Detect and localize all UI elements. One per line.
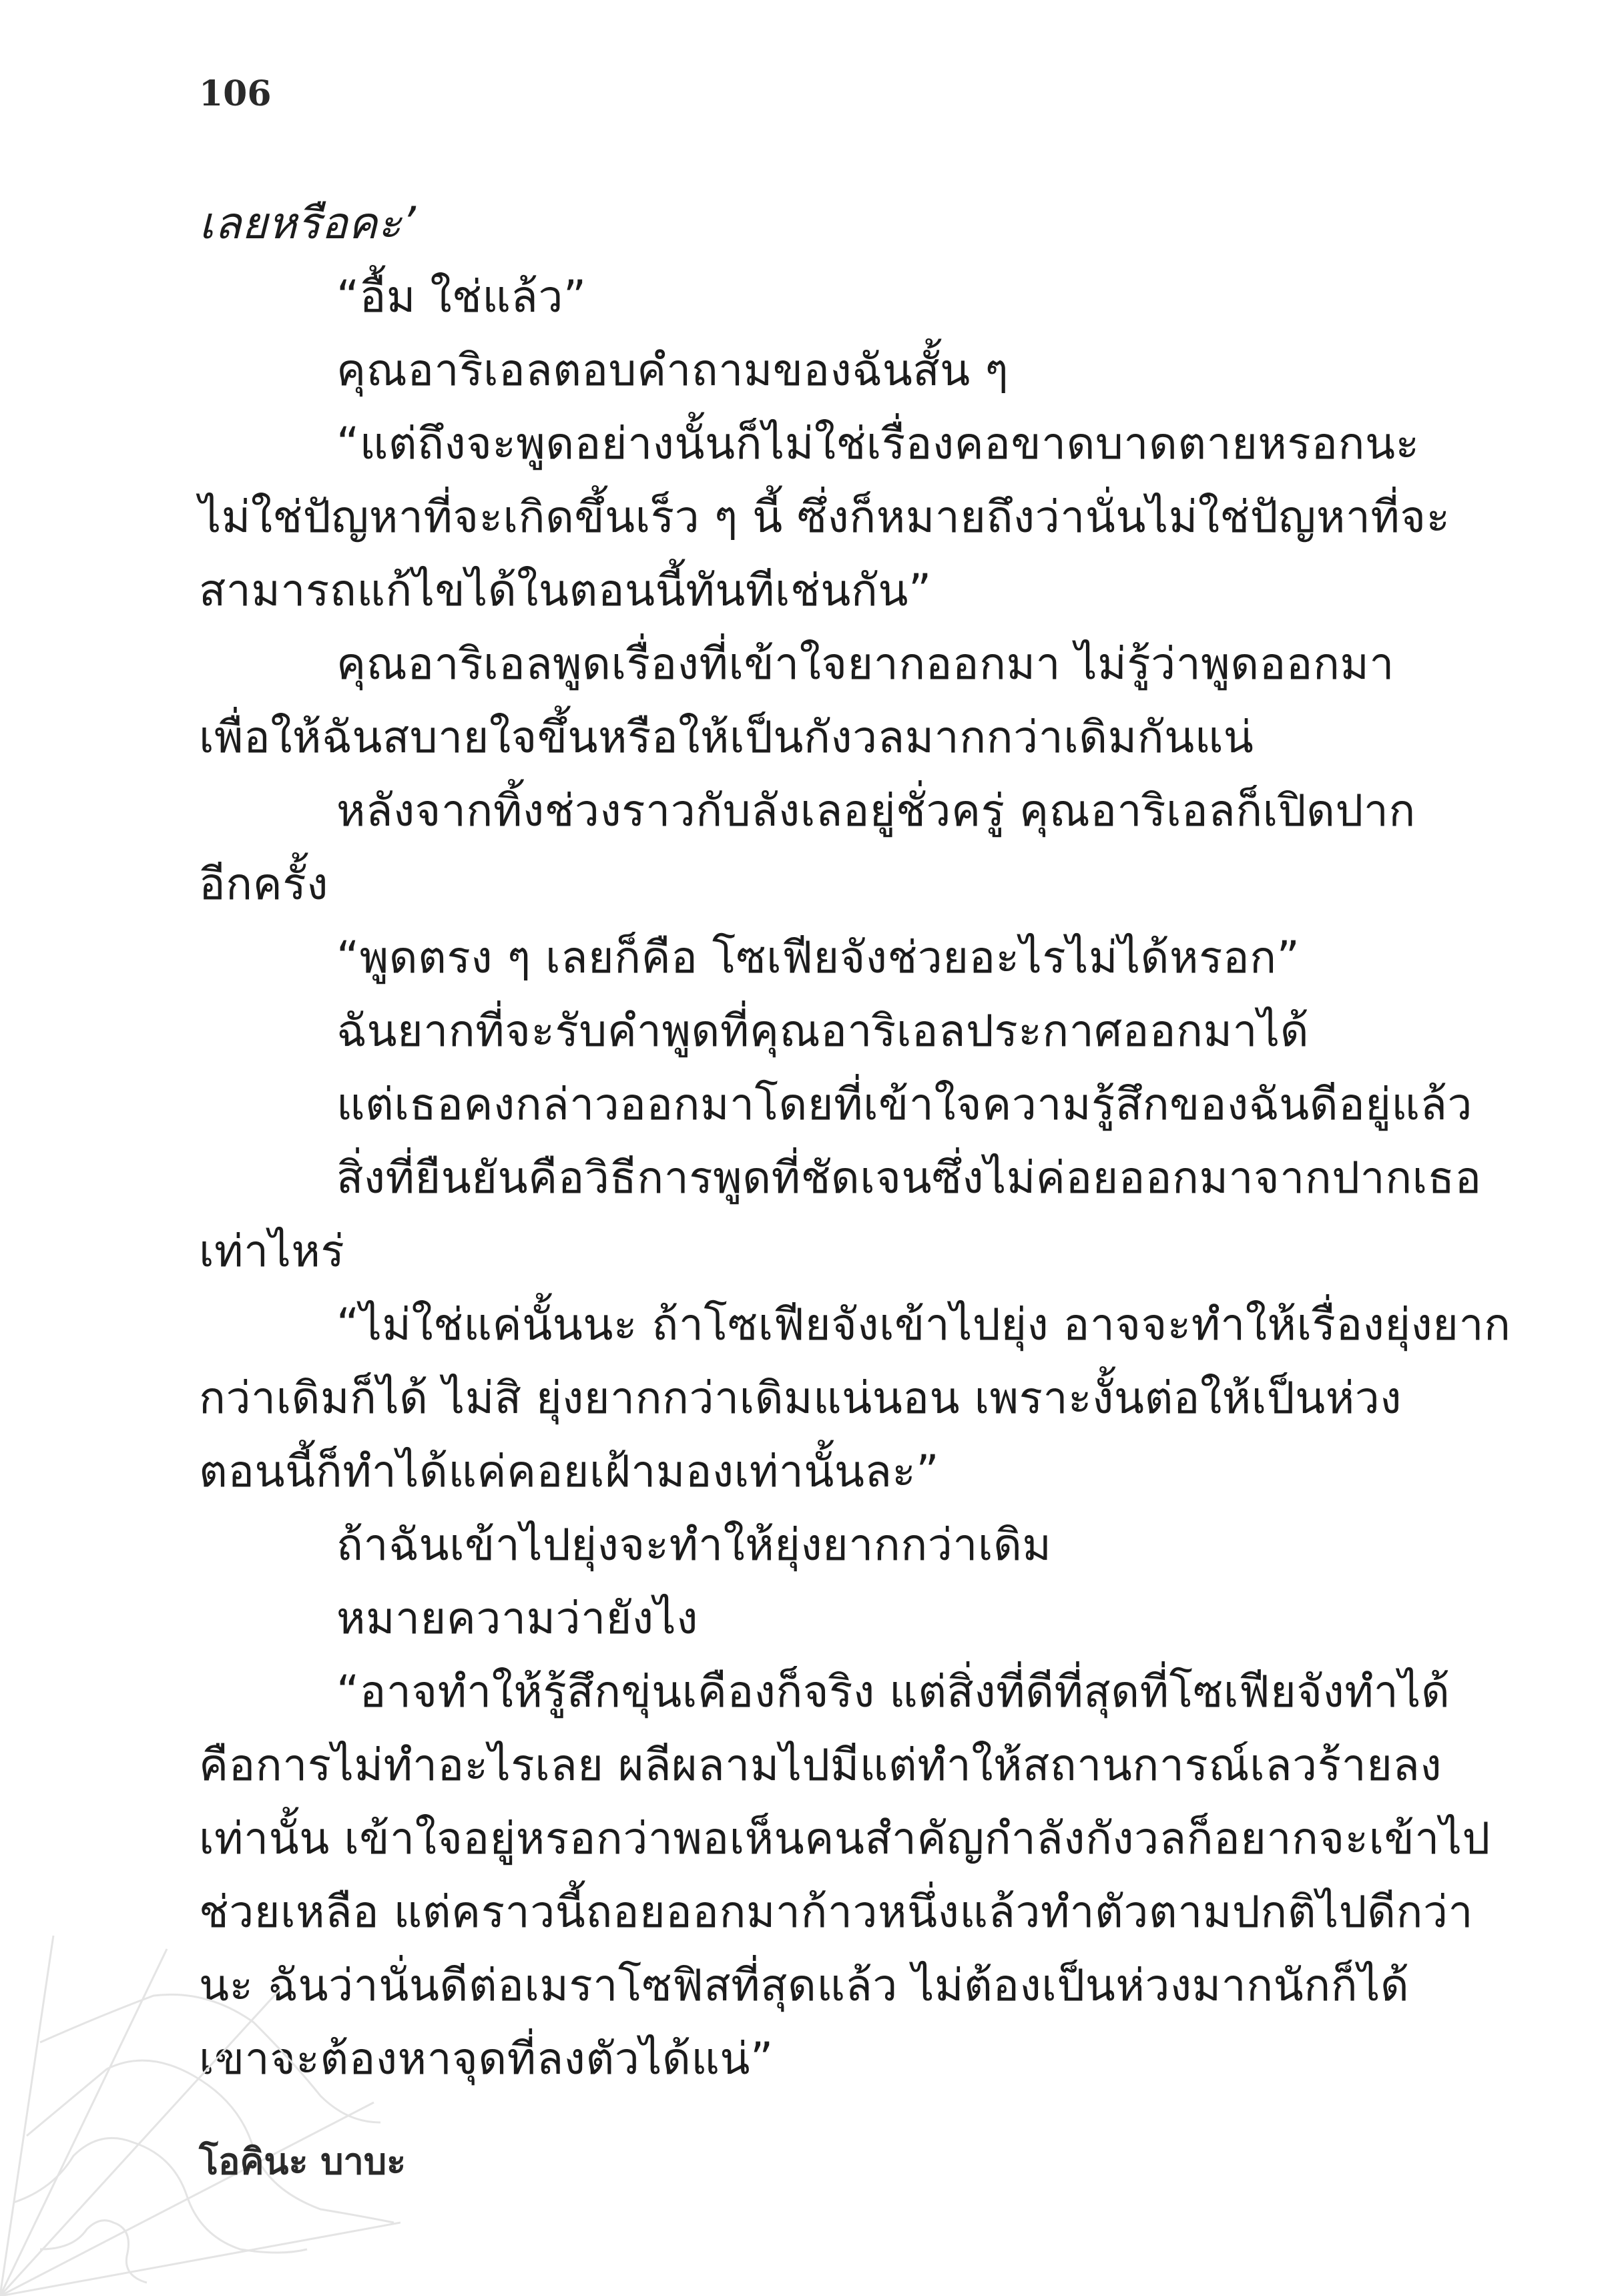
text-line: “พูดตรง ๆ เลยก็คือ โซเฟียจังช่วยอะไรไม่ได้หรอก” xyxy=(336,932,1300,983)
text-line: อีกครั้ง xyxy=(199,858,328,910)
text-line: คุณอาริเอลตอบคำถามของฉันสั้น ๆ xyxy=(336,344,1009,396)
text-line: “ไม่ใช่แค่นั้นนะ ถ้าโซเฟียจังเข้าไปยุ่ง อาจจะทำให้เรื่องยุ่งยาก xyxy=(336,1299,1511,1350)
text-line: เขาจะต้องหาจุดที่ลงตัวได้แน่” xyxy=(199,2033,774,2084)
text-line: หมายความว่ายังไง xyxy=(336,1593,698,1644)
text-line: ช่วยเหลือ แต่คราวนี้ถอยออกมาก้าวหนึ่งแล้วทำตัวตามปกติไปดีกว่า xyxy=(199,1886,1474,1938)
text-line: เพื่อให้ฉันสบายใจขึ้นหรือให้เป็นกังวลมากกว่าเดิมกันแน่ xyxy=(199,711,1254,763)
text-line: คุณอาริเอลพูดเรื่องที่เข้าใจยากออกมา ไม่รู้ว่าพูดออกมา xyxy=(336,638,1394,689)
text-line: “อื้ม ใช่แล้ว” xyxy=(336,271,587,322)
text-line: หลังจากทิ้งช่วงราวกับลังเลอยู่ชั่วครู่ คุณอาริเอลก็เปิดปาก xyxy=(336,785,1416,836)
text-line: ตอนนี้ก็ทำได้แค่คอยเฝ้ามองเท่านั้นละ” xyxy=(199,1446,940,1497)
text-line: เลยหรือคะ’ xyxy=(199,198,417,249)
text-line: เท่าไหร่ xyxy=(199,1225,345,1277)
text-line: คือการไม่ทำอะไรเลย ผลีผลามไปมีแต่ทำให้สถานการณ์เลวร้ายลง xyxy=(199,1739,1442,1791)
text-line: “อาจทำให้รู้สึกขุ่นเคืองก็จริง แต่สิ่งที่ดีที่สุดที่โซเฟียจังทำได้ xyxy=(336,1666,1450,1717)
spider-web-icon xyxy=(0,1936,400,2296)
text-line: นะ ฉันว่านั่นดีต่อเมราโซฟิสที่สุดแล้ว ไม่ต้องเป็นห่วงมากนักก็ได้ xyxy=(199,1960,1410,2011)
text-line: ถ้าฉันเข้าไปยุ่งจะทำให้ยุ่งยากกว่าเดิม xyxy=(336,1519,1052,1570)
page-number: 106 xyxy=(199,73,272,114)
text-line: สามารถแก้ไขได้ในตอนนี้ทันทีเช่นกัน” xyxy=(199,565,932,616)
text-line: แต่เธอคงกล่าวออกมาโดยที่เข้าใจความรู้สึกของฉันดีอยู่แล้ว xyxy=(336,1079,1472,1130)
text-line: ไม่ใช่ปัญหาที่จะเกิดขึ้นเร็ว ๆ นี้ ซึ่งก็หมายถึงว่านั่นไม่ใช่ปัญหาที่จะ xyxy=(199,491,1450,543)
text-line: ฉันยากที่จะรับคำพูดที่คุณอาริเอลประกาศออกมาได้ xyxy=(336,1005,1310,1057)
author-name: โอคินะ บาบะ xyxy=(199,2140,407,2183)
text-line: เท่านั้น เข้าใจอยู่หรอกว่าพอเห็นคนสำคัญกำลังกังวลก็อยากจะเข้าไป xyxy=(199,1813,1491,1864)
text-line: “แต่ถึงจะพูดอย่างนั้นก็ไม่ใช่เรื่องคอขาดบาดตายหรอกนะ xyxy=(336,418,1420,469)
text-line: สิ่งที่ยืนยันคือวิธีการพูดที่ชัดเจนซึ่งไม่ค่อยออกมาจากปากเธอ xyxy=(336,1152,1482,1203)
text-line: กว่าเดิมก็ได้ ไม่สิ ยุ่งยากกว่าเดิมแน่นอน เพราะงั้นต่อให้เป็นห่วง xyxy=(199,1372,1402,1424)
